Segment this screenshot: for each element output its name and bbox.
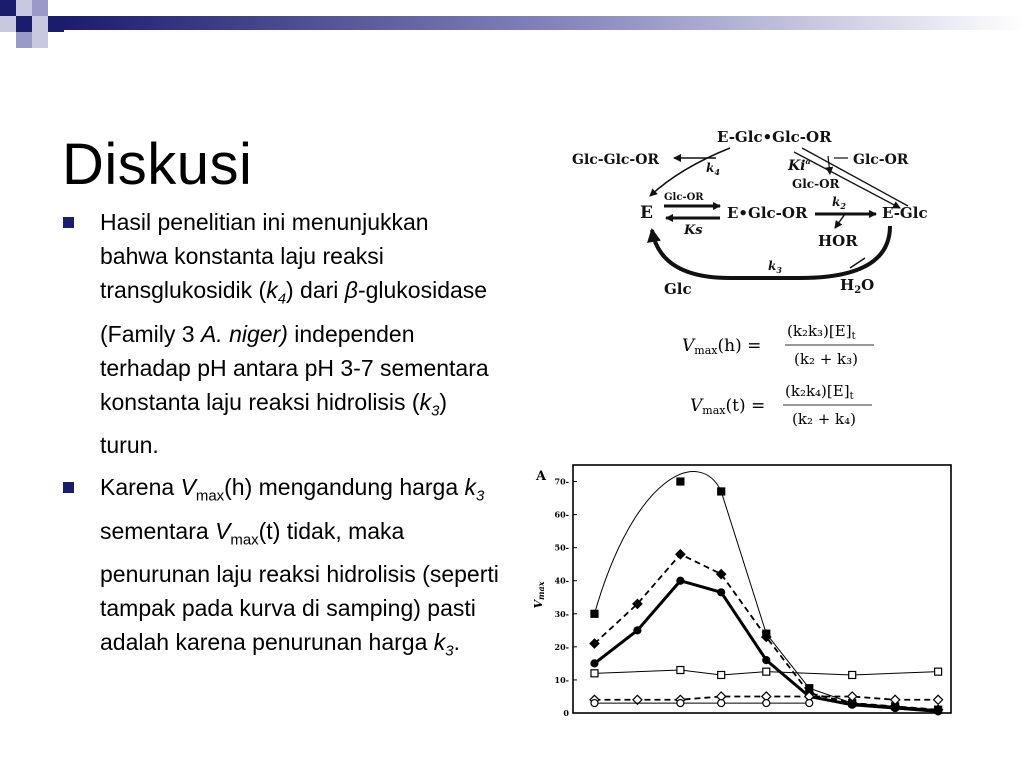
label-glc-or-right: Glc-OR (853, 152, 909, 168)
label-glc: Glc (664, 280, 692, 298)
svg-text:(k₂k₃)[E]t: $(k_2k_3)[E]_t$ (787, 322, 856, 342)
arrow-hor (835, 214, 845, 228)
data-point-filled-circle (677, 577, 684, 584)
header-decoration (0, 0, 1024, 62)
svg-text:Vmax(t) =: Vmax(t) = (690, 396, 766, 417)
chart-frame (573, 465, 951, 713)
chart-panel-label: A (536, 469, 547, 484)
bullet-square-icon (63, 217, 74, 228)
ki-arrow (828, 156, 830, 174)
bullet-list (62, 205, 502, 677)
label-e: E (640, 203, 653, 223)
data-point-filled-circle (718, 589, 725, 596)
label-glc-glc-or: Glc-Glc-OR (572, 152, 660, 168)
label-k4: $k_4$ (706, 161, 720, 177)
label-glc-or-arrow: Glc-OR (664, 192, 704, 203)
label-hor: HOR (818, 232, 858, 250)
bullet-item-karena: Karena $V_{max}(h)$ mengandung harga $k_3$ sementara $V_{max}(t)$ tidak, maka penurunan laju reaksi hidrolisis (seperti tampak pada kurva di samping) pasti adalah karena penurunan harga $k_3$. (62, 470, 502, 669)
data-point-open-square (935, 668, 942, 675)
equation-vmax-t (690, 378, 890, 434)
data-point-open-circle (806, 700, 813, 707)
data-point-filled-circle (935, 708, 942, 715)
y-tick-label: 60- (554, 509, 569, 520)
bullet-item-hasil: Hasil penelitian ini menunjukkan bahwa konstanta laju reaksi transglukosidik $(k_4)$ dari β-glukosidase (Family 3 A. niger) independen terhadap pH antara pH 3-7 sementara konstanta laju reaksi hidrolisis $(k_3)$ turun. (62, 205, 502, 462)
data-point-open-square (591, 670, 598, 677)
data-point-open-circle (718, 700, 725, 707)
data-point-filled-square (677, 478, 684, 485)
data-point-filled-square (591, 610, 598, 617)
chart-ylabel: Vmax (532, 581, 546, 609)
data-point-open-square (677, 667, 684, 674)
data-point-open-circle (591, 700, 598, 707)
label-k2: $k_2$ (832, 195, 846, 211)
label-e-glc-glc-or: E-Glc•Glc-OR (717, 128, 832, 146)
slide-title: Diskusi (62, 131, 253, 197)
y-tick-label: 10- (554, 674, 569, 685)
label-e-glc-or: E•Glc-OR (727, 204, 808, 222)
label-ks: Ks (684, 223, 703, 238)
y-tick-label: 0 (563, 708, 569, 718)
vmax-chart (526, 460, 956, 718)
svg-text:(k₂k₄)[E]t: $(k_2k_4)[E]_t$ (785, 382, 854, 402)
svg-text:(k₂ + k₃): (k₂ + k₃) (794, 350, 859, 368)
label-glc-or-mid: Glc-OR (792, 177, 840, 191)
data-point-filled-square (718, 488, 725, 495)
data-point-open-diamond (934, 695, 943, 704)
reaction-scheme-diagram (560, 118, 940, 306)
data-point-filled-circle (763, 657, 770, 664)
data-point-filled-circle (849, 701, 856, 708)
label-ki: Ki$^a$ (788, 156, 811, 174)
label-k3: $k_3$ (768, 259, 782, 275)
svg-text:(k₂ + k₄): (k₂ + k₄) (792, 410, 857, 428)
data-point-filled-circle (591, 660, 598, 667)
equation-vmax-h (682, 318, 882, 374)
data-point-filled-diamond (676, 550, 685, 559)
data-point-open-circle (677, 700, 684, 707)
data-point-filled-circle (892, 705, 899, 712)
y-tick-label: 40- (554, 575, 569, 586)
data-point-filled-circle (634, 627, 641, 634)
bullet-square-icon (63, 482, 74, 493)
y-tick-label: 30- (554, 608, 569, 619)
data-point-open-square (763, 668, 770, 675)
data-point-open-square (849, 671, 856, 678)
label-h2o: $H_2O$ (840, 276, 875, 296)
label-e-glc: E-Glc (882, 204, 928, 222)
data-point-open-circle (763, 700, 770, 707)
data-point-open-square (718, 671, 725, 678)
svg-text:Vmax(h) =: Vmax(h) = (682, 336, 762, 357)
y-tick-label: 20- (554, 641, 569, 652)
y-tick-label: 70- (554, 476, 569, 487)
y-tick-label: 50- (554, 542, 569, 553)
